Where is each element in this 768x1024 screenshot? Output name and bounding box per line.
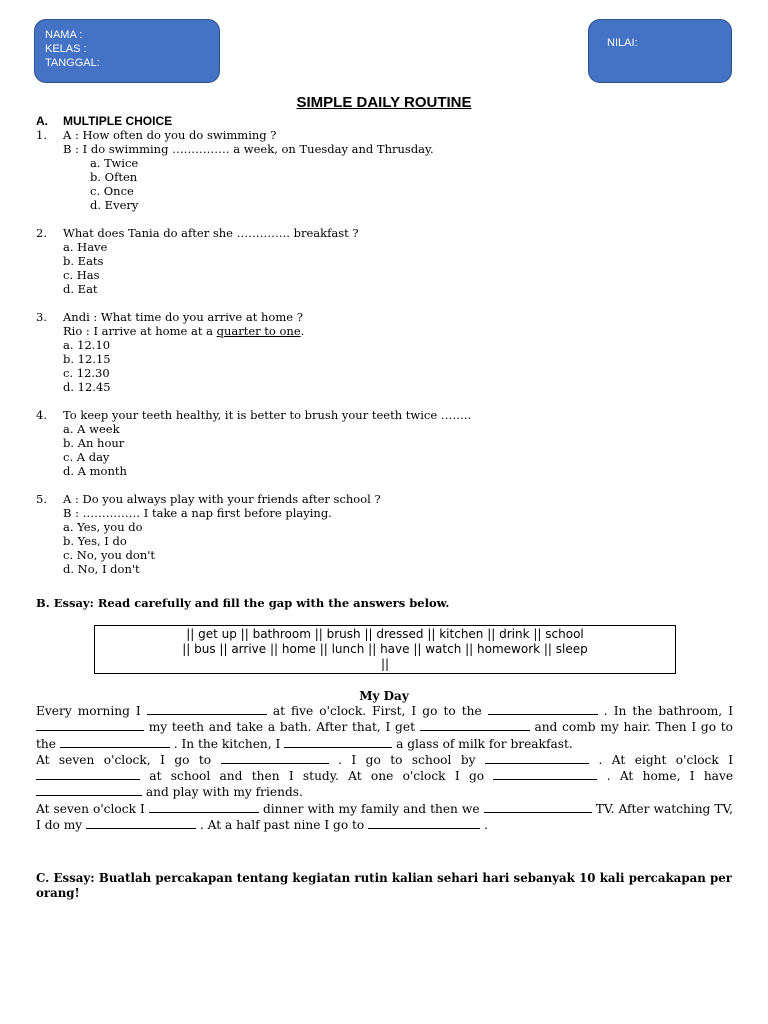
option: b. 12.15 [63, 352, 111, 366]
option: d. A month [63, 464, 127, 478]
option: b. Often [90, 170, 138, 184]
section-c-heading: C. Essay: Buatlah percakapan tentang kegiatan rutin kalian sehari hari sebanyak 10 kali percakapan per orang! [36, 871, 732, 900]
question-2: 2. What does Tania do after she ………….. breakfast ? a. Have b. Eats c. Has d. Eat [36, 226, 736, 296]
option: c. Once [90, 184, 134, 198]
section-a-heading: A. MULTIPLE CHOICE [36, 114, 173, 128]
score-label: NILAI: [607, 37, 638, 49]
option: b. An hour [63, 436, 125, 450]
question-4: 4. To keep your teeth healthy, it is better to brush your teeth twice …….. a. A week b. An hour c. A day d. A month [36, 408, 736, 478]
answer-blank[interactable] [60, 736, 170, 748]
multiple-choice-section [36, 114, 736, 576]
answer-blank[interactable] [493, 768, 597, 780]
option: b. Yes, I do [63, 534, 127, 548]
option: d. Every [90, 198, 139, 212]
fill-in-story: Every morning I at five o'clock. First, I go to the . In the bathroom, I my teeth and take a bath. After that, I get and comb my hair. Then I go to the . In the kitchen, I a glass of milk for breakfast. At seven o'clock, I go to . I go to school by . At eight o'clock I at school and then I study. At one o'clock I go . At home, I have and play with my friends. At seven o'clock I dinner with my family and then we TV. After watching TV, I do my . At a half past nine I go to . [36, 704, 734, 833]
answer-blank[interactable] [221, 752, 329, 764]
name-label: NAMA : [45, 29, 83, 41]
option: c. No, you don't [63, 548, 156, 562]
answer-blank[interactable] [36, 719, 144, 731]
page-title: SIMPLE DAILY ROUTINE [296, 94, 472, 111]
option: d. No, I don't [63, 562, 140, 576]
answer-blank[interactable] [284, 736, 392, 748]
story-title: My Day [359, 689, 409, 703]
answer-blank[interactable] [147, 703, 267, 715]
answer-blank[interactable] [36, 768, 140, 780]
option: a. 12.10 [63, 338, 111, 352]
option: a. Twice [90, 156, 139, 170]
answer-blank[interactable] [485, 752, 589, 764]
option: d. Eat [63, 282, 98, 296]
option: a. Have [63, 240, 108, 254]
option: b. Eats [63, 254, 104, 268]
student-info-box [34, 19, 220, 83]
section-b-heading: B. Essay: Read carefully and fill the gap with the answers below. [36, 596, 450, 610]
class-label: KELAS : [45, 43, 87, 55]
question-5: 5. A : Do you always play with your friends after school ? B : …………… I take a nap first before playing. a. Yes, you do b. Yes, I do c. No, you don't d. No, I don't [36, 492, 736, 576]
score-box [588, 19, 732, 83]
answer-blank[interactable] [484, 801, 592, 813]
answer-blank[interactable] [488, 703, 598, 715]
option: d. 12.45 [63, 380, 111, 394]
question-3: 3. Andi : What time do you arrive at home ? Rio : I arrive at home at a quarter to one. a. 12.10 b. 12.15 c. 12.30 d. 12.45 [36, 310, 736, 394]
question-1: 1. A : How often do you do swimming ? B : I do swimming …………… a week, on Tuesday and Thrusday. a. Twice b. Often c. Once d. Every [36, 128, 736, 212]
date-label: TANGGAL: [45, 57, 100, 69]
option: a. Yes, you do [63, 520, 143, 534]
option: c. Has [63, 268, 100, 282]
word-bank: || get up || bathroom || brush || dressed || kitchen || drink || school || bus || arrive || home || lunch || have || watch || homework || sleep || [94, 625, 676, 674]
answer-blank[interactable] [149, 801, 259, 813]
option: a. A week [63, 422, 120, 436]
answer-blank[interactable] [86, 817, 196, 829]
answer-blank[interactable] [368, 817, 480, 829]
option: c. 12.30 [63, 366, 110, 380]
answer-blank[interactable] [420, 719, 530, 731]
option: c. A day [63, 450, 110, 464]
answer-blank[interactable] [36, 784, 142, 796]
